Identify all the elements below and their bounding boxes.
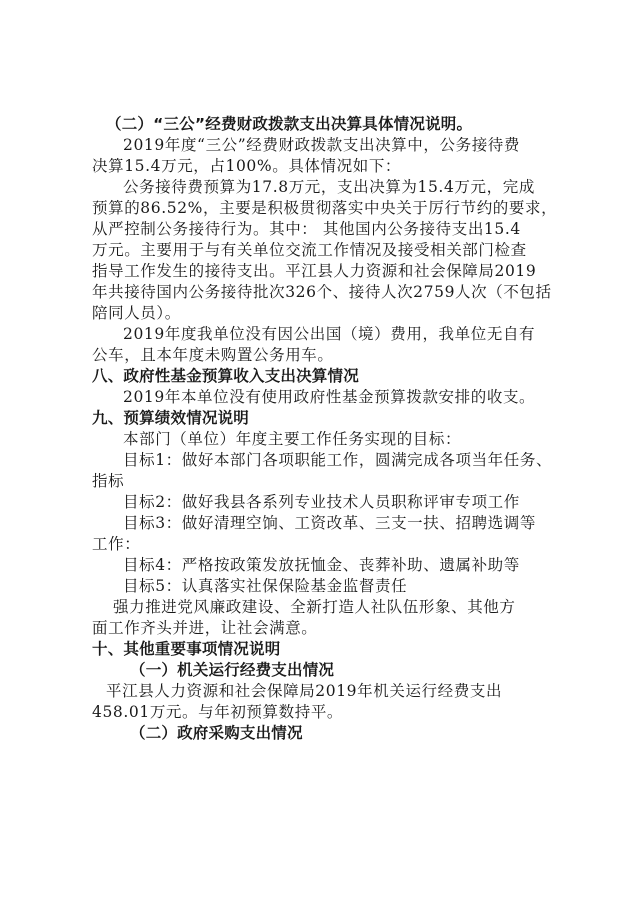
paragraph-line: 目标3：做好清理空饷、工资改革、三支一扶、招聘选调等 bbox=[123, 514, 536, 532]
paragraph-line: 年共接待国内公务接待批次326个、接待人次2759人次（不包括 bbox=[92, 283, 552, 301]
paragraph-line: 平江县人力资源和社会保障局2019年机关运行经费支出 bbox=[106, 682, 503, 700]
paragraph-line: 目标1：做好本部门各项职能工作，圆满完成各项当年任务、 bbox=[123, 451, 553, 469]
paragraph-line: 强力推进党风廉政建设、全新打造人社队伍形象、其他方 bbox=[113, 598, 516, 616]
section-heading: （二）政府采购支出情况 bbox=[130, 724, 303, 742]
paragraph-line: 2019年本单位没有使用政府性基金预算拨款安排的收支。 bbox=[123, 388, 536, 406]
section-heading: 八、政府性基金预算收入支出决算情况 bbox=[92, 367, 359, 385]
section-heading: （二）“三公”经费财政拨款支出决算具体情况说明。 bbox=[106, 115, 473, 133]
paragraph-line: 指导工作发生的接待支出。平江县人力资源和社会保障局2019 bbox=[92, 262, 537, 280]
section-heading: 十、其他重要事项情况说明 bbox=[92, 640, 281, 658]
paragraph-line: 目标4：严格按政策发放抚恤金、丧葬补助、遗属补助等 bbox=[123, 556, 520, 574]
paragraph-line: 指标 bbox=[92, 472, 125, 490]
document-body bbox=[92, 114, 558, 744]
section-heading: 九、预算绩效情况说明 bbox=[92, 409, 250, 427]
paragraph-line: 公务接待费预算为17.8万元，支出决算为15.4万元，完成 bbox=[123, 178, 535, 196]
paragraph-line: 目标2：做好我县各系列专业技术人员职称评审专项工作 bbox=[123, 493, 520, 511]
paragraph-line: 决算15.4万元，占100%。具体情况如下： bbox=[92, 157, 402, 175]
paragraph-line: 工作： bbox=[92, 535, 141, 553]
paragraph-line: 万元。主要用于与有关单位交流工作情况及接受相关部门检查 bbox=[92, 241, 527, 259]
paragraph-line: 面工作齐头并进，让社会满意。 bbox=[92, 619, 318, 637]
paragraph-line: 预算的86.52%，主要是积极贯彻落实中央关于厉行节约的要求， bbox=[92, 199, 558, 217]
section-heading: （一）机关运行经费支出情况 bbox=[130, 661, 335, 679]
paragraph-line: 陪同人员）。 bbox=[92, 304, 181, 322]
paragraph-line: 458.01万元。与年初预算数持平。 bbox=[92, 703, 344, 721]
paragraph-line: 2019年度我单位没有因公出国（境）费用，我单位无自有 bbox=[123, 325, 536, 343]
paragraph-line: 2019年度“三公”经费财政拨款支出决算中，公务接待费 bbox=[123, 136, 520, 154]
paragraph-line: 公车，且本年度未购置公务用车。 bbox=[92, 346, 334, 364]
paragraph-line: 从严控制公务接待行为。其中： 其他国内公务接待支出15.4 bbox=[92, 220, 521, 238]
paragraph-line: 本部门（单位）年度主要工作任务实现的目标： bbox=[123, 430, 462, 448]
paragraph-line: 目标5：认真落实社保保险基金监督责任 bbox=[123, 577, 408, 595]
